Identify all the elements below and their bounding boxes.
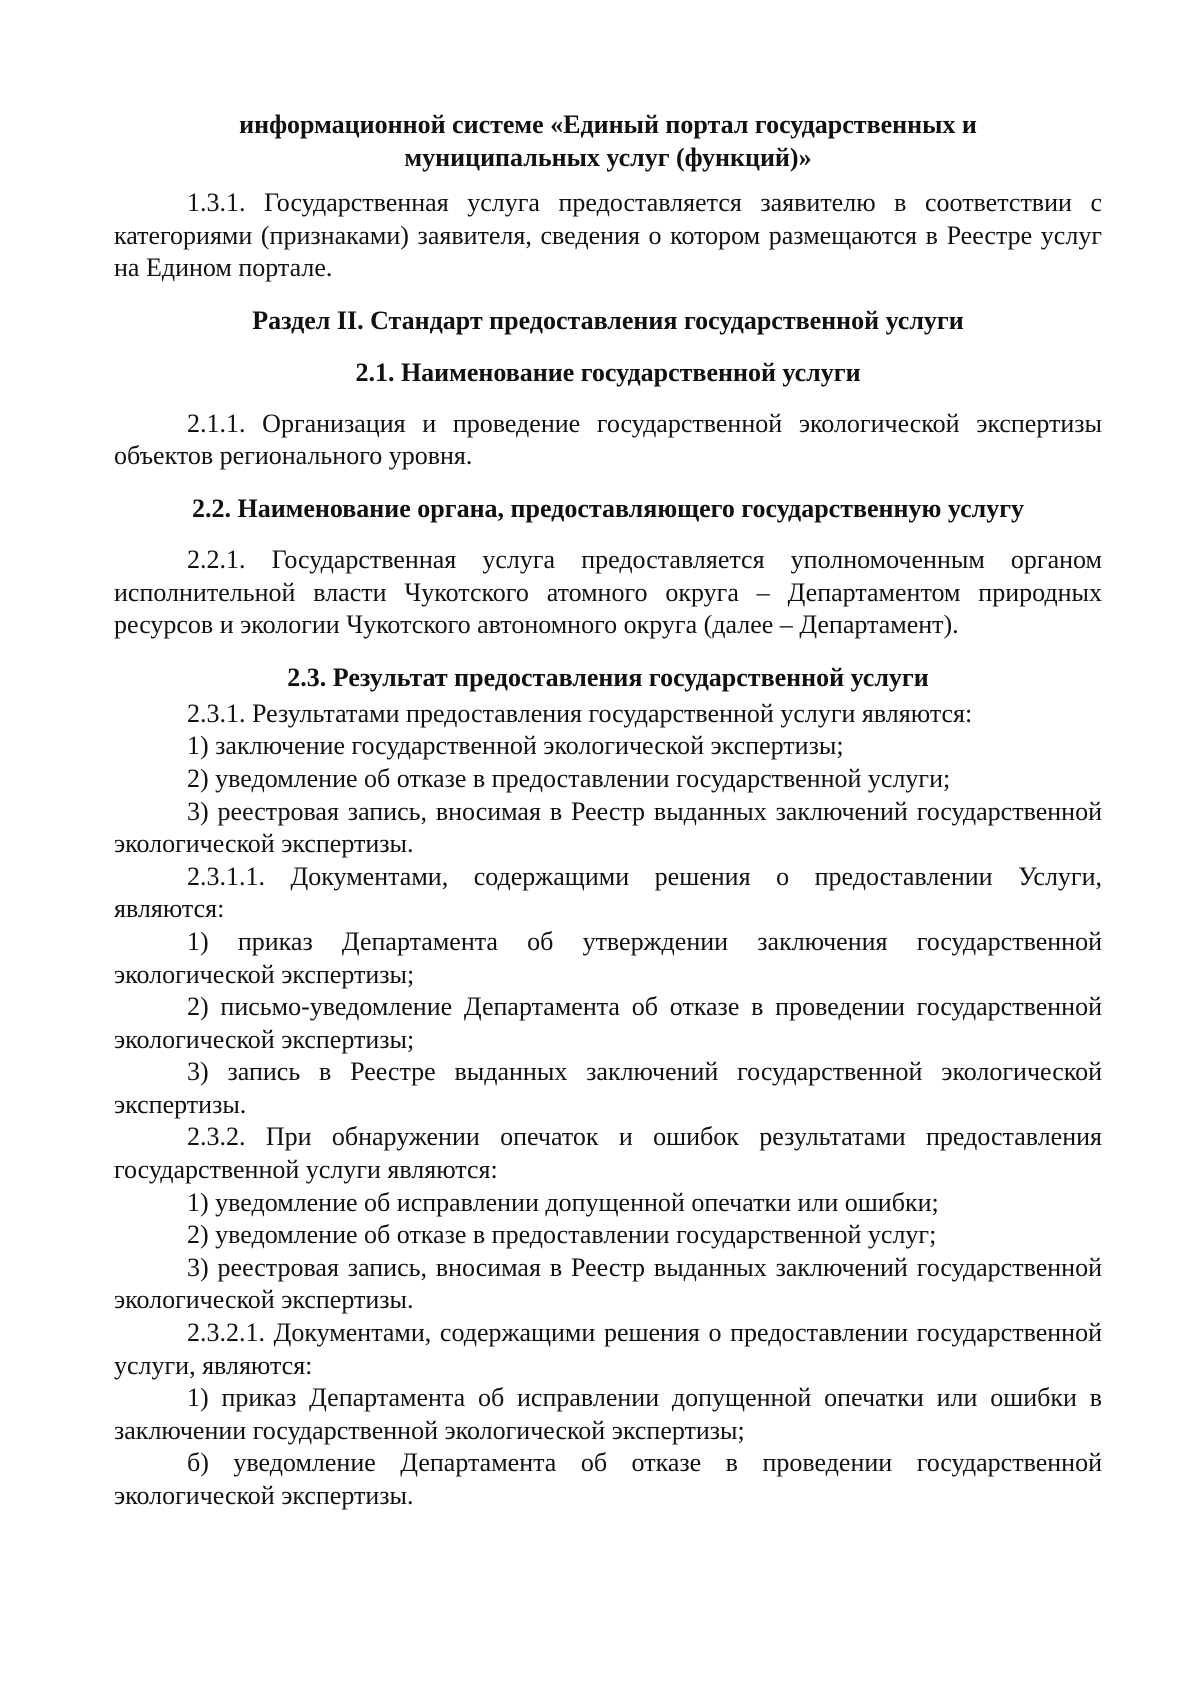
list-item-2-3-1-1-1: 1) приказ Департамента об утверждении заключения государственной экологической экспертизы; (114, 926, 1102, 989)
intro-heading-line-1: информационной системе «Единый портал государственных и (239, 110, 977, 139)
intro-heading-line-2: муниципальных услуг (функций)» (404, 143, 812, 172)
paragraph-2-3-2: 2.3.2. При обнаружении опечаток и ошибок результатами предоставления государственной услуги являются: (114, 1122, 1102, 1185)
intro-heading (114, 108, 1102, 174)
paragraph-2-1-1: 2.1.1. Организация и проведение государственной экологической экспертизы объектов регионального уровня. (114, 408, 1102, 471)
list-item-2-3-1-1-3: 3) запись в Реестре выданных заключений государственной экологической экспертизы. (114, 1057, 1102, 1119)
paragraph-2-3-2-1: 2.3.2.1. Документами, содержащими решения о предоставлении государственной услуги, являются: (114, 1318, 1102, 1380)
list-item-2-3-1-2: 2) уведомление об отказе в предоставлении государственной услуги; (187, 763, 951, 793)
document-body (114, 108, 1102, 1513)
list-item-2-3-2-3: 3) реестровая запись, вносимая в Реестр выданных заключений государственной экологической экспертизы. (114, 1252, 1102, 1315)
list-item-2-3-2-1-2: б) уведомление Департамента об отказе в проведении государственной экологической экспертизы. (114, 1448, 1102, 1510)
list-item-2-3-2-1: 1) уведомление об исправлении допущенной опечатки или ошибки; (187, 1187, 939, 1217)
paragraph-2-2-1: 2.2.1. Государственная услуга предоставляется уполномоченным органом исполнительной власти Чукотского атомного округа – Департаментом природных ресурсов и экологии Чукотского автономного округа (далее – Департамент). (114, 544, 1102, 640)
list-item-2-3-1-1-2: 2) письмо-уведомление Департамента об отказе в проведении государственной экологической экспертизы; (114, 992, 1102, 1054)
list-item-2-3-2-2: 2) уведомление об отказе в предоставлении государственной услуг; (187, 1220, 937, 1250)
heading-2-3: 2.3. Результат предоставления государственной услуги (287, 662, 929, 692)
heading-2-2: 2.2. Наименование органа, предоставляющего государственную услугу (191, 493, 1025, 523)
paragraph-2-3-1: 2.3.1. Результатами предоставления государственной услуги являются: (187, 698, 973, 728)
paragraph-1-3-1: 1.3.1. Государственная услуга предоставляется заявителю в соответствии с категориями (признаками) заявителя, сведения о котором размещаются в Реестре услуг на Едином портале. (114, 188, 1102, 283)
list-item-2-3-1-1: 1) заключение государственной экологической экспертизы; (187, 731, 844, 761)
paragraph-2-3-1-1: 2.3.1.1. Документами, содержащими решения о предоставлении Услуги, являются: (114, 861, 1102, 924)
section-2-heading: Раздел II. Стандарт предоставления государственной услуги (252, 305, 964, 335)
heading-2-1: 2.1. Наименование государственной услуги (355, 357, 861, 387)
list-item-2-3-1-3: 3) реестровая запись, вносимая в Реестр выданных заключений государственной экологической экспертизы. (114, 796, 1102, 859)
list-item-2-3-2-1-1: 1) приказ Департамента об исправлении допущенной опечатки или ошибки в заключении государственной экологической экспертизы; (114, 1383, 1102, 1445)
